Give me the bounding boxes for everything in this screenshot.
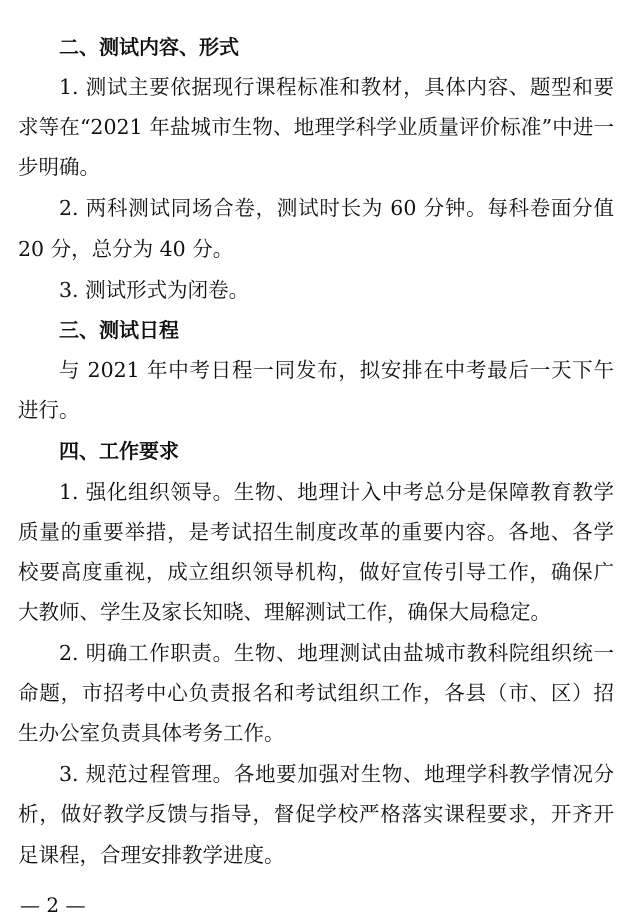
text-line: 步明确。 xyxy=(18,155,100,179)
text-line: 3. 规范过程管理。各地要加强对生物、地理学科教学情况分 xyxy=(59,762,614,786)
text-line: 进行。 xyxy=(18,398,80,422)
text-line: 足课程，合理安排教学进度。 xyxy=(18,843,285,867)
text-line: 3. 测试形式为闭卷。 xyxy=(59,278,250,302)
section-heading-content-format: 二、测试内容、形式 xyxy=(59,35,239,59)
text-line: 2. 明确工作职责。生物、地理测试由盐城市教科院组织统一 xyxy=(59,641,614,665)
page-number: — 2 — xyxy=(20,893,86,917)
text-line: 校要高度重视，成立组织领导机构，做好宣传引导工作，确保广 xyxy=(18,560,614,584)
text-line: 2. 两科测试同场合卷，测试时长为 60 分钟。每科卷面分值 xyxy=(59,196,614,220)
text-line: 1. 测试主要依据现行课程标准和教材，具体内容、题型和要 xyxy=(59,75,614,99)
text-line: 析，做好教学反馈与指导，督促学校严格落实课程要求，开齐开 xyxy=(18,802,614,826)
text-line: 20 分，总分为 40 分。 xyxy=(18,237,234,261)
text-line: 求等在“2021 年盐城市生物、地理学科学业质量评价标准”中进一 xyxy=(18,115,614,139)
text-line: 大教师、学生及家长知晓、理解测试工作，确保大局稳定。 xyxy=(18,600,551,624)
section-heading-schedule: 三、测试日程 xyxy=(59,318,179,342)
text-line: 命题，市招考中心负责报名和考试组织工作，各县（市、区）招 xyxy=(18,681,614,705)
text-line: 与 2021 年中考日程一同发布，拟安排在中考最后一天下午 xyxy=(59,358,614,382)
text-line: 1. 强化组织领导。生物、地理计入中考总分是保障教育教学 xyxy=(59,480,614,504)
section-heading-work-requirements: 四、工作要求 xyxy=(59,439,179,463)
text-line: 质量的重要举措，是考试招生制度改革的重要内容。各地、各学 xyxy=(18,520,614,544)
text-line: 生办公室负责具体考务工作。 xyxy=(18,721,285,745)
